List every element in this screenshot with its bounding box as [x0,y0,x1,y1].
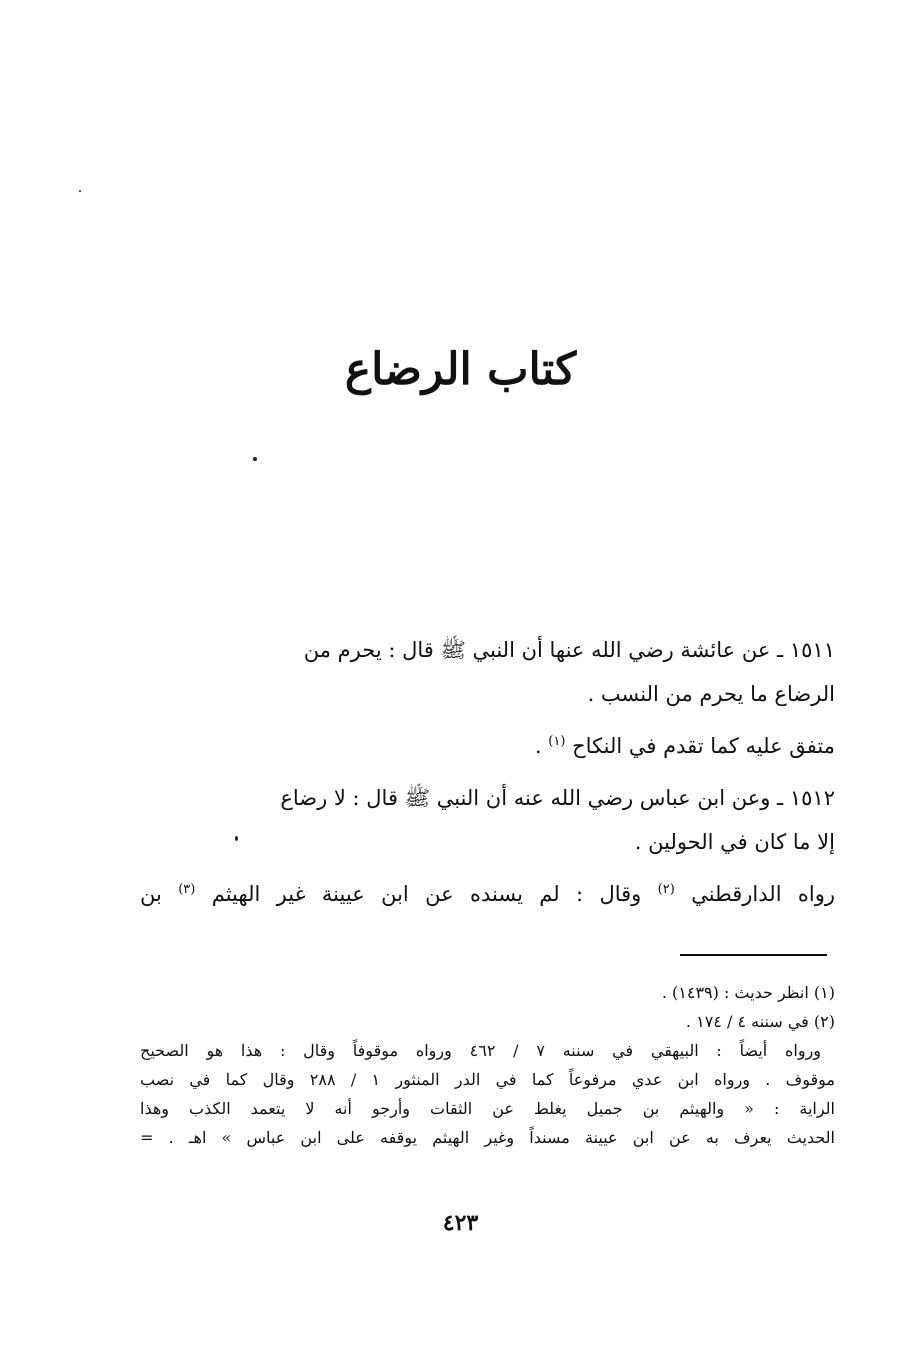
takhrij-1512-part-2: وقال : لم يسنده عن ابن عيينة غير الهيثم [211,882,642,906]
footnote-ref-3: (٣) [178,882,196,897]
footnote-2: (٢) في سننه ٤ / ١٧٤ . [685,1012,835,1031]
footnote-separator [680,954,827,956]
footnote-2-line-4: الحديث يعرف به عن ابن عيينة مسنداً وغير الهيثم يوقفه على ابن عباس » اهـ . = [140,1128,835,1147]
hadith-1512 [140,776,835,864]
takhrij-1511 [140,724,835,768]
footnote-2-line-1: ورواه أيضاً : البيهقي في سننه ٧ / ٤٦٢ ورواه موقوفاً وقال : هذا هو الصحيح [140,1041,822,1060]
scan-speck [79,190,81,192]
page-number: ٤٢٣ [442,1210,479,1236]
footnote-ref-2: (٢) [657,882,675,897]
main-text [140,628,835,916]
hadith-1511 [140,628,835,716]
takhrij-1511-text: متفق عليه كما تقدم في النكاح [572,734,835,758]
hadith-1511-line-2: الرضاع ما يحرم من النسب . [587,682,835,706]
takhrij-1512-part-3: بن [140,882,162,906]
hadith-1512-line-1: ١٥١٢ ـ وعن ابن عباس رضي الله عنه أن النبي ﷺ قال : لا رضاع [280,786,835,810]
hadith-1511-line-1: ١٥١١ ـ عن عائشة رضي الله عنها أن النبي ﷺ قال : يحرم من [303,638,835,662]
hadith-1512-line-2: إلا ما كان في الحولين . [634,830,835,854]
footnote-1: (١) انظر حديث : (١٤٣٩) . [661,983,835,1002]
footnote-2-line-3: الراية : « والهيثم بن جميل يغلط عن الثقات وأرجو أنه لا يتعمد الكذب وهذا [140,1099,835,1118]
takhrij-1512-part-1: رواه الدارقطني [691,882,836,906]
takhrij-1511-end: . [534,734,542,758]
footnotes [140,978,835,1152]
scan-speck [253,457,257,461]
footnote-ref-1: (١) [548,734,566,749]
takhrij-1512 [140,872,835,916]
footnote-2-line-2: موقوف . ورواه ابن عدي مرفوعاً كما في الدر المنثور ١ / ٢٨٨ وقال كما في نصب [140,1070,835,1089]
chapter-title: كتاب الرضاع [344,344,577,395]
